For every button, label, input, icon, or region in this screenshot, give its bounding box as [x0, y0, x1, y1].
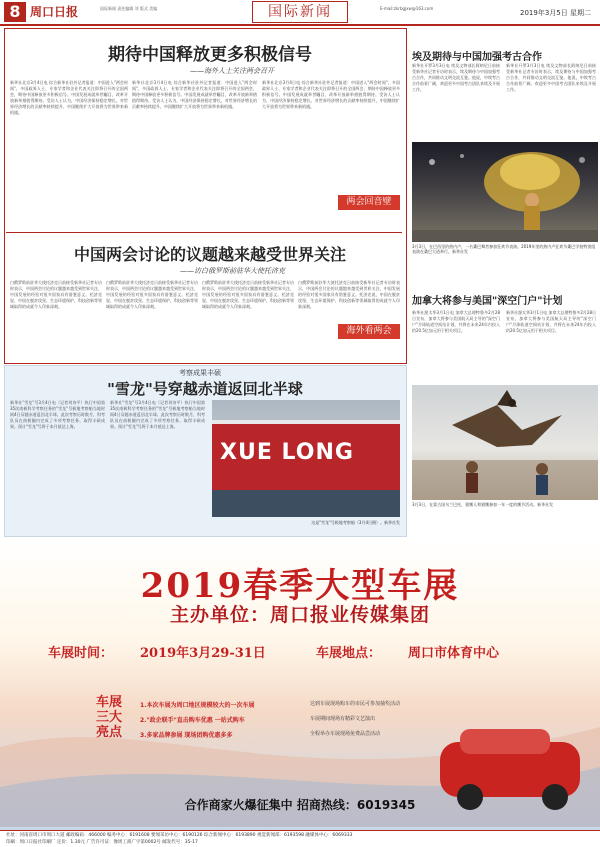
- ad-time: 2019年3月29-31日: [140, 646, 266, 661]
- ad-place-label: 车展地点：: [316, 646, 382, 661]
- article2-col1: 白俄罗斯前驻华大使托济克日前接受新华社记者专访时表示，中国两会讨论的议题越来越受到世界关注，中国发展的经验对很多国家具有借鉴意义。托济克说，中国在脱贫攻坚、生态环境保护、科技创新等领域取得的成就令人印象深刻。: [10, 280, 102, 309]
- footer: [0, 830, 600, 847]
- feature-kicker: 考察成果丰硕: [179, 369, 221, 377]
- masthead-info: 国际新闻 责任编辑 刘 版式 美编: [100, 6, 158, 11]
- right-article2-headline: 加拿大将参与美国"深空门户"计划: [412, 296, 563, 307]
- feature-col1: 新华社"雪龙"号3月4日电（记者刘诗平）执行中国第35次南极科学考察任务的"雪龙"号极地考察船当地时间4日穿越赤道返回北半球。此次考察历时数月，科考队员在南极圈内完成了多项考察任务，取得丰硕成果。预计"雪龙"号将于本月抵达上海。: [10, 400, 105, 429]
- ship-name-text: XUE LONG: [220, 440, 354, 465]
- article2-col4: 白俄罗斯前驻华大使托济克日前接受新华社记者专访时表示，中国两会讨论的议题越来越受到世界关注，中国发展的经验对很多国家具有借鉴意义。托济克说，中国在脱贫攻坚、生态环境保护、科技创新等领域取得的成就令人印象深刻。: [298, 280, 400, 309]
- ad-organizer: 主办单位：周口报业传媒集团: [169, 604, 430, 626]
- article1-headline: 期待中国释放更多积极信号: [108, 45, 312, 65]
- ad-highlight-1: 1.本次车展为周口地区规模较大的一次车展: [140, 702, 255, 709]
- footer-line2: 印刷：周口日报社印刷厂 定价：1.30元 广告许可证：豫周工商广字第0002号 邮发代号：35-17: [6, 840, 198, 845]
- divider: [6, 232, 402, 233]
- right-article1-col1: 新华社开罗3月3日电 埃及文物部长阿纳尼日前接受新华社记者专访时表示，埃及期待与中国加强考古合作，共同推动文明交流互鉴。他说，中埃考古合作前景广阔，欢迎更多中国考古团队来埃及开展工作。: [412, 63, 500, 92]
- ad-title: 2019春季大型车展: [140, 566, 460, 606]
- right-article2-col2: 新华社渥太华3月1日电 加拿大总理特鲁多2月28日宣布，加拿大将参与美国航天局主导的"深空门户"月球轨道空间站计划，并将在未来24年内投入约20.5亿加元用于相关项目。: [506, 310, 596, 333]
- banner-kanlianghui: 海外看两会: [338, 324, 400, 339]
- article2-subhead: ——访白俄罗斯前驻华大使托济克: [180, 267, 285, 275]
- carnival-caption: 3月3日，在巴西里约热内卢，一名桑巴舞者参加狂欢节表演。2019年里约热内卢狂欢节桑巴学校特别组表演在桑巴大道举行。新华社发: [412, 244, 596, 254]
- section-title: 国际新闻: [252, 1, 348, 23]
- right-article2-col1: 新华社渥太华3月1日电 加拿大总理特鲁多2月28日宣布，加拿大将参与美国航天局主导的"深空门户"月球轨道空间站计划，并将在未来24年内投入约20.5亿加元用于相关项目。: [412, 310, 500, 333]
- masthead-email: E-mail:zkrbgjxw@163.com: [380, 6, 434, 11]
- ad-highlight-3: 3.多家品牌参展 现场团购优惠多多: [140, 732, 233, 739]
- ad-highlight-2: 2."政企联手"直击购车优惠 一站式购车: [140, 717, 245, 724]
- ad-note-1: 达到车展现场购车的市民可参加抽奖活动: [310, 701, 401, 707]
- right-article1-col2: 新华社开罗3月3日电 埃及文物部长阿纳尼日前接受新华社记者专访时表示，埃及期待与中国加强考古合作，共同推动文明交流互鉴。他说，中埃考古合作前景广阔，欢迎更多中国考古团队来埃及开展工作。: [506, 63, 596, 92]
- issue-date: 2019年3月5日 星期二: [520, 9, 591, 17]
- feature-headline: "雪龙"号穿越赤道返回北半球: [107, 380, 303, 398]
- eagle-caption: 3月3日，在蒙古国乌兰巴托，猎鹰人和猎鹰参加一年一度的鹰节活动。新华社发: [412, 502, 554, 507]
- article1-col2: 新华社北京3月4日电 综合新华社驻外记者报道：中国进入"两会时间"，多国政界人士、专家学者和企业代表关注即将召开的全国两会，期待中国释放更多积极信号。中国发展成就举世瞩目，改革开放新举措值得期待。受访人士认为，中国经济保持稳定增长，对世界经济增长的贡献率持续提升，中国继续扩大开放将为世界带来新机遇。: [132, 80, 257, 109]
- ad-hotline: 合作商家火爆征集中 招商热线：6019345: [184, 798, 416, 812]
- article2-headline: 中国两会讨论的议题越来越受世界关注: [73, 245, 346, 264]
- article1-subhead: ——海外人士关注两会召开: [190, 67, 274, 75]
- article2-col2: 白俄罗斯前驻华大使托济克日前接受新华社记者专访时表示，中国两会讨论的议题越来越受到世界关注，中国发展的经验对很多国家具有借鉴意义。托济克说，中国在脱贫攻坚、生态环境保护、科技创新等领域取得的成就令人印象深刻。: [106, 280, 198, 309]
- eagle-photo: [412, 385, 598, 500]
- article2-col3: 白俄罗斯前驻华大使托济克日前接受新华社记者专访时表示，中国两会讨论的议题越来越受到世界关注，中国发展的经验对很多国家具有借鉴意义。托济克说，中国在脱贫攻坚、生态环境保护、科技创新等领域取得的成就令人印象深刻。: [202, 280, 294, 309]
- footer-line1: 社址：河南省周口市周口大道 邮政编码：466000 编务中心：6191608 要闻采访中心：6190126 综合新闻中心：6193890 视觉新闻部：6193598 融媒体中心：6069333: [6, 833, 353, 838]
- xuelong-photo: [212, 400, 400, 517]
- banner-huiyinbi: 两会回音壁: [338, 195, 400, 210]
- page-number: 8: [4, 2, 26, 22]
- article1-col1: 新华社北京3月4日电 综合新华社驻外记者报道：中国进入"两会时间"，多国政界人士、专家学者和企业代表关注即将召开的全国两会，期待中国释放更多积极信号。中国发展成就举世瞩目，改革开放新举措值得期待。受访人士认为，中国经济保持稳定增长，对世界经济增长的贡献率持续提升，中国继续扩大开放将为世界带来新机遇。: [10, 80, 128, 115]
- ad-highlights-label: 车展三大亮点: [96, 695, 123, 740]
- article1-col3: 新华社北京3月4日电 综合新华社驻外记者报道：中国进入"两会时间"，多国政界人士、专家学者和企业代表关注即将召开的全国两会，期待中国释放更多积极信号。中国发展成就举世瞩目，改革开放新举措值得期待。受访人士认为，中国经济保持稳定增长，对世界经济增长的贡献率持续提升，中国继续扩大开放将为世界带来新机遇。: [262, 80, 400, 109]
- carnival-photo: [412, 142, 598, 242]
- ad-note-3: 全程举办车展现场免费品尝活动: [310, 731, 381, 737]
- right-article1-headline: 埃及期待与中国加强考古合作: [412, 52, 542, 63]
- paper-name: 周口日报: [30, 5, 79, 19]
- ad-note-2: 车展期间现场有精彩文艺演出: [310, 716, 376, 722]
- xuelong-caption: 这是"雪龙"号极地考察船（3月4日摄）。新华社发: [311, 520, 400, 525]
- ad-time-label: 车展时间：: [48, 646, 114, 661]
- feature-col2: 新华社"雪龙"号3月4日电（记者刘诗平）执行中国第35次南极科学考察任务的"雪龙"号极地考察船当地时间4日穿越赤道返回北半球。此次考察历时数月，科考队员在南极圈内完成了多项考察任务，取得丰硕成果。预计"雪龙"号将于本月抵达上海。: [110, 400, 205, 429]
- ad-place: 周口市体育中心: [408, 646, 500, 661]
